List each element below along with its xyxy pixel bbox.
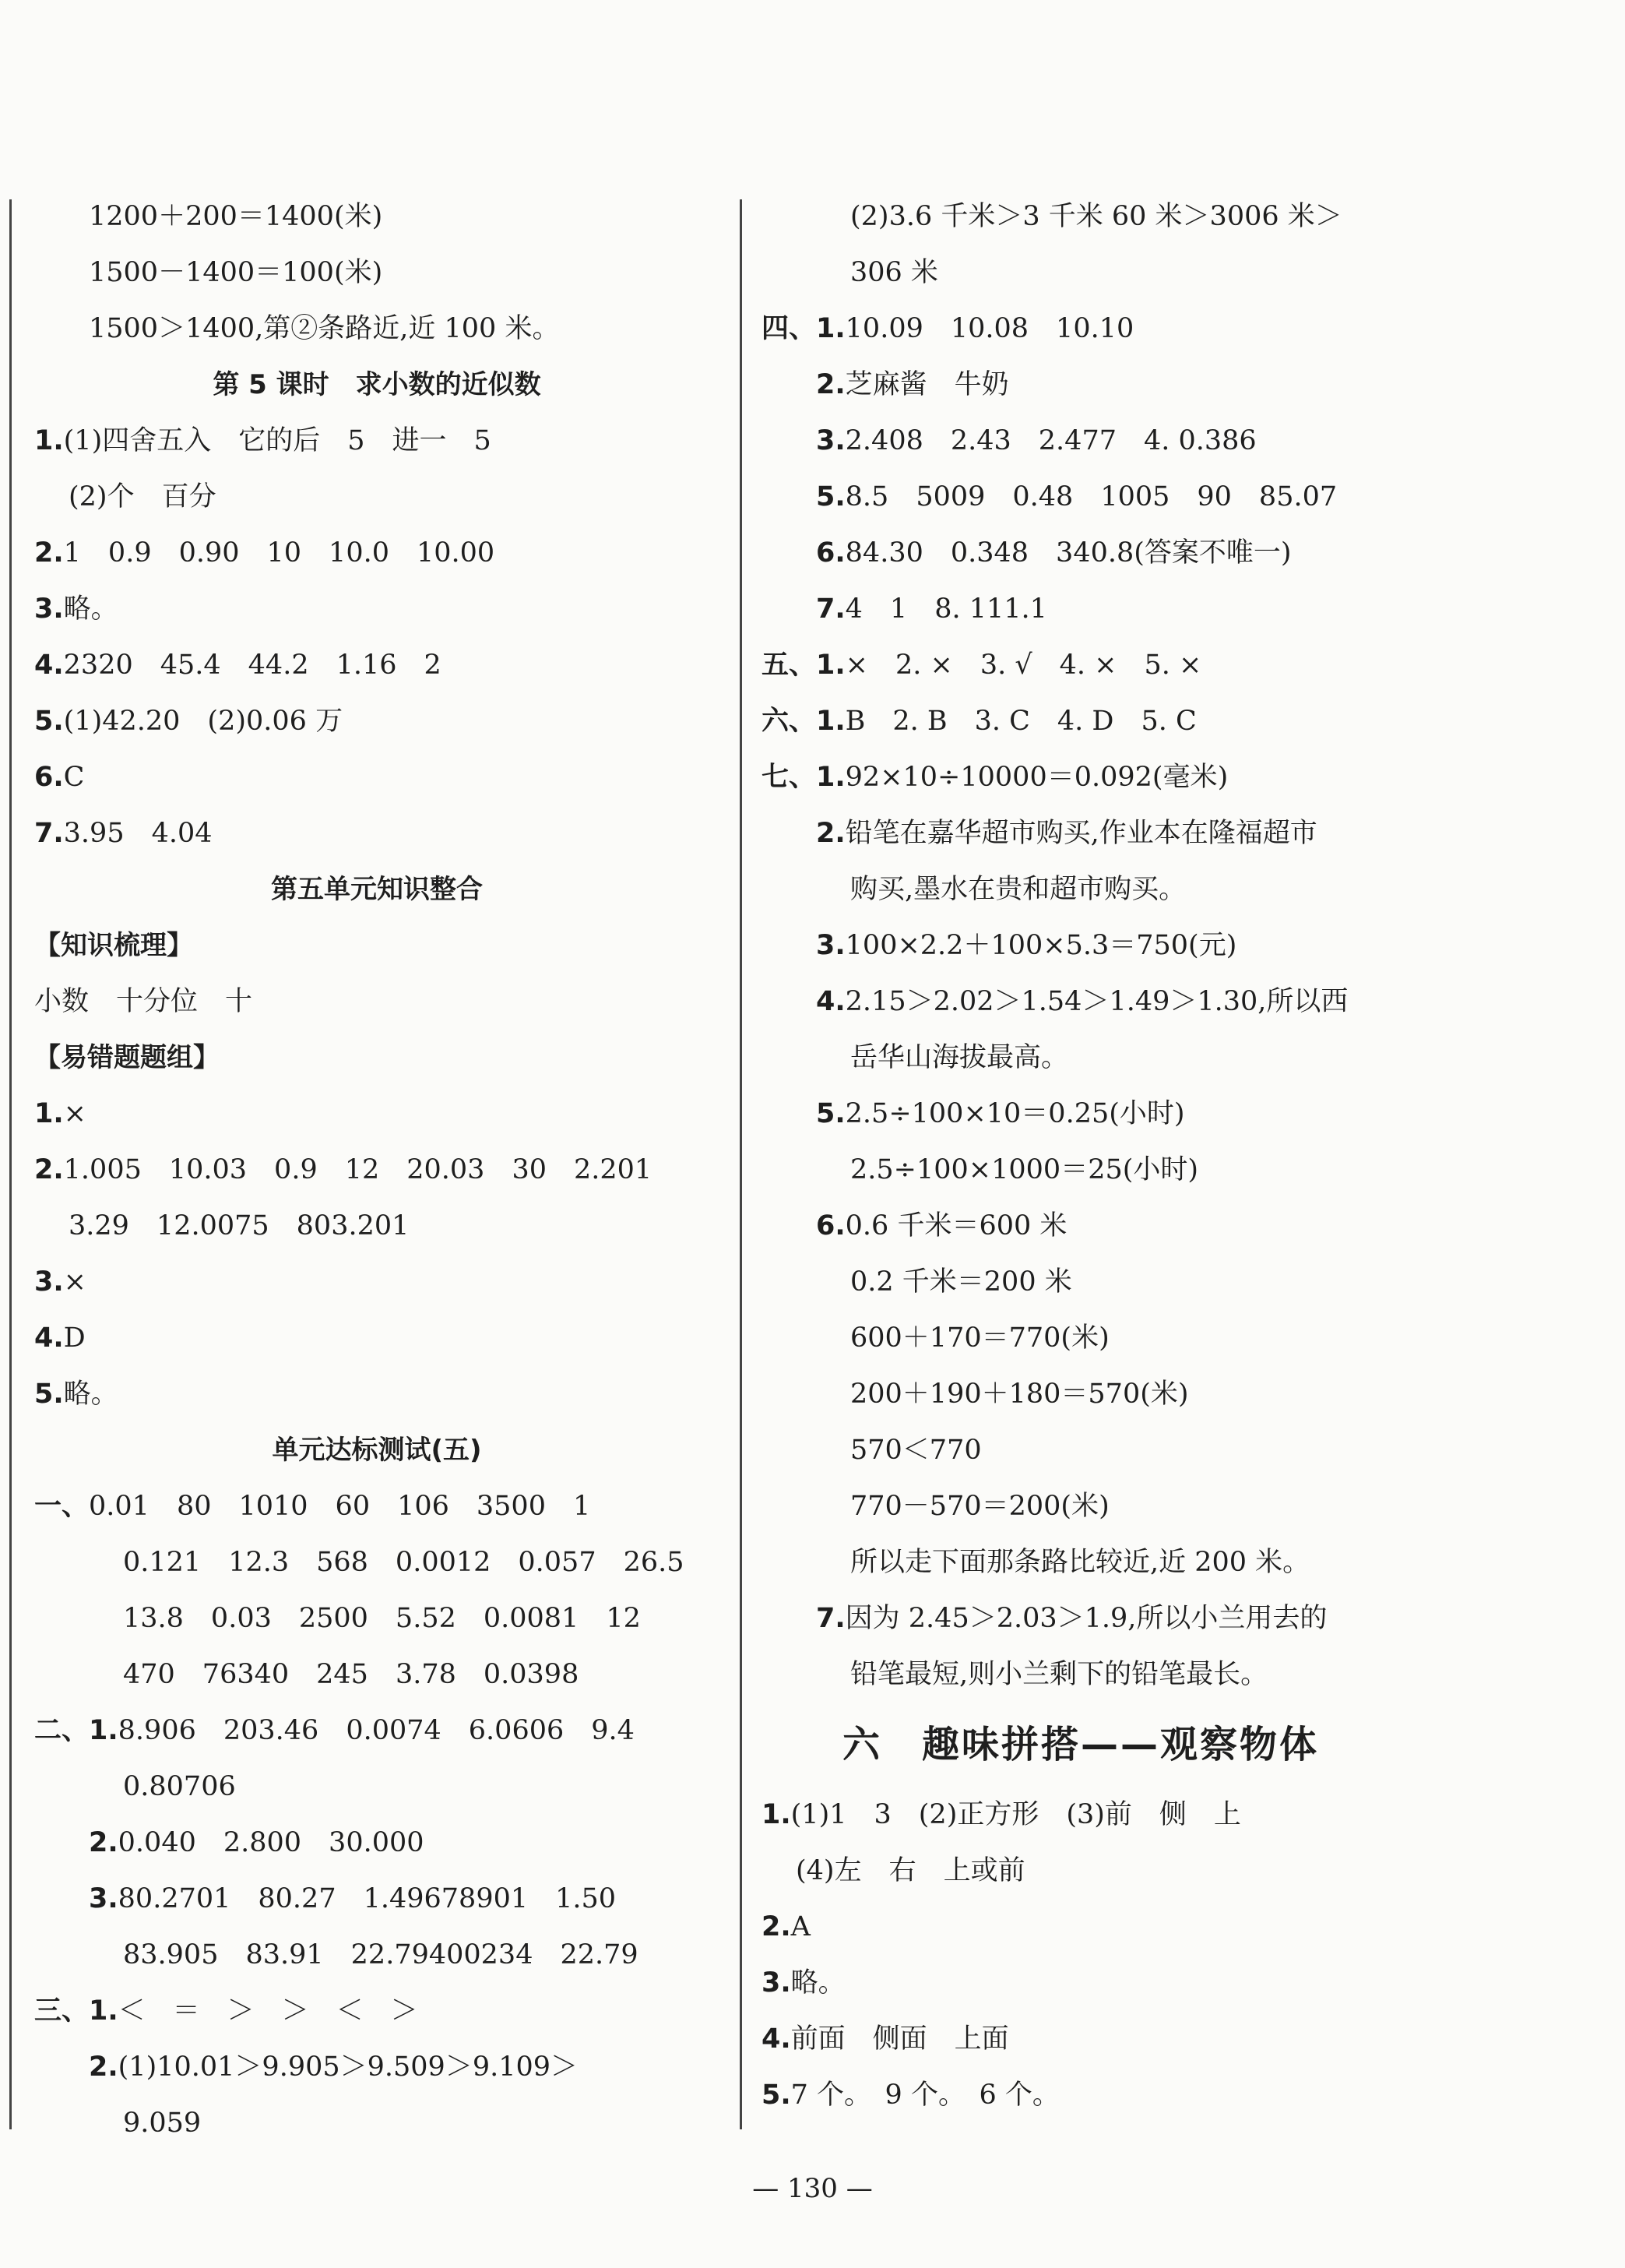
answer-line (34, 693, 719, 749)
answer-text: 0.2 千米＝200 米 (850, 1266, 1072, 1298)
right-column (761, 188, 1587, 2123)
answer-text: 1 0.9 0.90 10 10.0 10.00 (63, 537, 495, 569)
answer-line (761, 1422, 1587, 1478)
answer-line (761, 469, 1587, 525)
answer-text: 六 趣味拼搭——观察物体 (842, 1723, 1320, 1766)
question-number: 3. (34, 593, 64, 625)
answer-text: C (63, 762, 85, 793)
answer-line (761, 861, 1587, 917)
answer-line (34, 1198, 719, 1254)
question-number: 6. (34, 762, 64, 793)
answer-text: 306 米 (850, 257, 938, 288)
answer-line (761, 1955, 1587, 2011)
question-number: 2. (761, 1911, 791, 1942)
question-number: 5. (816, 1098, 846, 1129)
answer-text: 2.5÷100×10＝0.25(小时) (845, 1098, 1185, 1129)
answer-text: 2.5÷100×1000＝25(小时) (850, 1154, 1199, 1185)
answer-text: 略。 (63, 1379, 118, 1410)
question-number: 5. (816, 481, 846, 512)
answer-text: 所以走下面那条路比较近,近 200 米。 (850, 1547, 1310, 1578)
answer-line (34, 1703, 719, 1759)
answer-text: × (63, 1098, 86, 1129)
column-divider (740, 199, 742, 2129)
answer-line (34, 2095, 719, 2151)
left-margin-rule (9, 199, 12, 2129)
answer-line (761, 1534, 1587, 1590)
answer-line (34, 245, 719, 301)
answer-line (34, 1759, 719, 1815)
answer-text: 略。 (790, 1967, 846, 1999)
answer-line (761, 301, 1587, 357)
answer-line (34, 1534, 719, 1590)
answer-text: 前面 侧面 上面 (790, 2023, 1009, 2055)
answer-line (761, 1366, 1587, 1422)
answer-line (761, 917, 1587, 974)
question-number: 3. (34, 1266, 64, 1298)
answer-text: 9.059 (123, 2108, 202, 2139)
question-number: 3. (89, 1883, 118, 1914)
answer-text: 3.95 4.04 (63, 818, 213, 849)
answer-line (34, 805, 719, 861)
answer-line (761, 1198, 1587, 1254)
answer-line (761, 1142, 1587, 1198)
question-number: 2. (89, 1827, 118, 1858)
answer-text: 2.15＞2.02＞1.54＞1.49＞1.30,所以西 (845, 986, 1349, 1017)
answer-text: 单元达标测试(五) (272, 1435, 482, 1466)
answer-text: 770－570＝200(米) (850, 1491, 1110, 1522)
answer-text: 100×2.2＋100×5.3＝750(元) (845, 930, 1237, 961)
left-column (34, 188, 719, 2151)
answer-line (34, 749, 719, 805)
answer-text: 13.8 0.03 2500 5.52 0.0081 12 (123, 1603, 641, 1634)
question-number: 6. (816, 537, 846, 569)
answer-text: 3.29 12.0075 803.201 (69, 1210, 410, 1241)
question-number: 4. (761, 2023, 791, 2055)
answer-text: 8.906 203.46 0.0074 6.0606 9.4 (118, 1715, 635, 1746)
answer-line (761, 413, 1587, 469)
answer-text: 570＜770 (850, 1435, 982, 1466)
answer-line (761, 1787, 1587, 1843)
question-number: 2. (89, 2051, 118, 2083)
answer-line (761, 1843, 1587, 1899)
answer-text: 1500－1400＝100(米) (89, 257, 383, 288)
question-number: 4. (816, 986, 846, 1017)
answer-text: 购买,墨水在贵和超市购买。 (850, 874, 1187, 905)
question-number: 6. (816, 1210, 846, 1241)
answer-line (761, 1254, 1587, 1310)
answer-text: (1)42.20 (2)0.06 万 (63, 706, 343, 737)
answer-line (34, 525, 719, 581)
answer-text: 铅笔最短,则小兰剩下的铅笔最长。 (850, 1659, 1268, 1690)
answer-line (34, 188, 719, 245)
answer-text: 10.09 10.08 10.10 (845, 313, 1134, 344)
answer-line (34, 1983, 719, 2039)
answer-line (34, 1815, 719, 1871)
answer-text: 芝麻酱 牛奶 (845, 369, 1009, 400)
answer-text: 200＋190＋180＝570(米) (850, 1379, 1189, 1410)
answer-line (761, 805, 1587, 861)
question-number: 五、1. (761, 650, 846, 681)
section-heading (34, 357, 719, 413)
answer-line (761, 749, 1587, 805)
answer-line (761, 245, 1587, 301)
question-number: 四、1. (761, 313, 846, 344)
answer-line (34, 301, 719, 357)
question-number: 7. (816, 1603, 846, 1634)
answer-text: 83.905 83.91 22.79400234 22.79 (123, 1939, 638, 1970)
answer-text: 1200＋200＝1400(米) (89, 201, 383, 232)
answer-line (34, 1086, 719, 1142)
answer-line (761, 1310, 1587, 1366)
chapter-title (761, 1703, 1587, 1787)
answer-text: (4)左 右 上或前 (796, 1855, 1025, 1886)
answer-line (34, 974, 719, 1030)
question-number: 六、1. (761, 706, 846, 737)
answer-text: × (63, 1266, 86, 1298)
answer-text: 2320 45.4 44.2 1.16 2 (63, 650, 441, 681)
question-number: 7. (34, 818, 64, 849)
answer-line (34, 637, 719, 693)
answer-line (34, 1478, 719, 1534)
answer-line (761, 2067, 1587, 2123)
question-number: 1. (761, 1799, 791, 1830)
answer-text: 小数 十分位 十 (34, 986, 253, 1017)
answer-text: 600＋170＝770(米) (850, 1322, 1110, 1354)
question-number: 5. (34, 706, 64, 737)
answer-line (34, 1646, 719, 1703)
answer-text: × 2. × 3. √ 4. × 5. × (845, 650, 1202, 681)
question-number: 5. (761, 2080, 791, 2111)
answer-text: 1500＞1400,第②条路近,近 100 米。 (89, 313, 560, 344)
question-number: 4. (34, 650, 64, 681)
question-number: 七、1. (761, 762, 846, 793)
question-number: 2. (34, 537, 64, 569)
answer-line (34, 413, 719, 469)
question-number: 3. (816, 930, 846, 961)
answer-line (761, 525, 1587, 581)
question-number: 4. (34, 1322, 64, 1354)
answer-text: 92×10÷10000＝0.092(毫米) (845, 762, 1229, 793)
answer-text: 第 5 课时 求小数的近似数 (213, 369, 541, 400)
answer-line (761, 1646, 1587, 1703)
answer-text: 略。 (63, 593, 118, 625)
question-number: 3. (761, 1967, 791, 1999)
question-number: 三、1. (34, 1995, 118, 2027)
answer-text: B 2. B 3. C 4. D 5. C (845, 706, 1197, 737)
answer-text: 【知识梳理】 (34, 930, 193, 961)
answer-line (34, 2039, 719, 2095)
answer-text: 470 76340 245 3.78 0.0398 (123, 1659, 579, 1690)
answer-line (761, 1899, 1587, 1955)
answer-line (34, 1366, 719, 1422)
answer-text: 7 个。 9 个。 6 个。 (790, 2080, 1060, 2111)
answer-text: 80.2701 80.27 1.49678901 1.50 (118, 1883, 617, 1914)
answer-text: 第五单元知识整合 (271, 874, 483, 905)
answer-text: (1)10.01＞9.905＞9.509＞9.109＞ (118, 2051, 579, 2083)
section-heading (34, 861, 719, 917)
answer-text: 【易错题题组】 (34, 1042, 220, 1073)
answer-text: 铅笔在嘉华超市购买,作业本在隆福超市 (845, 818, 1317, 849)
answer-text: (1)1 3 (2)正方形 (3)前 侧 上 (790, 1799, 1241, 1830)
answer-text: 0.01 80 1010 60 106 3500 1 (89, 1491, 591, 1522)
question-number: 2. (816, 369, 846, 400)
answer-line (761, 357, 1587, 413)
answer-line (34, 1590, 719, 1646)
answer-text: (2)3.6 千米＞3 千米 60 米＞3006 米＞ (850, 201, 1342, 232)
answer-text: 1.005 10.03 0.9 12 20.03 30 2.201 (63, 1154, 652, 1185)
answer-line (761, 581, 1587, 637)
answer-text: 84.30 0.348 340.8(答案不唯一) (845, 537, 1292, 569)
answer-line (34, 1927, 719, 1983)
answer-text: 0.121 12.3 568 0.0012 0.057 26.5 (123, 1547, 684, 1578)
answer-line (34, 1871, 719, 1927)
question-number: 7. (816, 593, 846, 625)
question-number: 2. (816, 818, 846, 849)
answer-text: ＜ ＝ ＞ ＞ ＜ ＞ (118, 1995, 418, 2027)
answer-line (761, 1478, 1587, 1534)
answer-line (761, 1030, 1587, 1086)
answer-line (34, 469, 719, 525)
question-number: 1. (34, 425, 64, 456)
answer-line (761, 2011, 1587, 2067)
answer-line (34, 1254, 719, 1310)
answer-line (34, 1142, 719, 1198)
answer-text: 因为 2.45＞2.03＞1.9,所以小兰用去的 (845, 1603, 1328, 1634)
answer-text: 岳华山海拔最高。 (850, 1042, 1069, 1073)
subsection-label (34, 1030, 719, 1086)
answer-text: 2.408 2.43 2.477 4. 0.386 (845, 425, 1257, 456)
answer-line (34, 1310, 719, 1366)
answer-text: (1)四舍五入 它的后 5 进一 5 (63, 425, 491, 456)
answer-text: 0.6 千米＝600 米 (845, 1210, 1068, 1241)
answer-line (761, 637, 1587, 693)
subsection-label (34, 917, 719, 974)
section-heading (34, 1422, 719, 1478)
answer-line (761, 1086, 1587, 1142)
question-number: 一、 (34, 1491, 90, 1522)
question-number: 3. (816, 425, 846, 456)
answer-text: (2)个 百分 (69, 481, 216, 512)
answer-text: 0.040 2.800 30.000 (118, 1827, 424, 1858)
answer-line (761, 693, 1587, 749)
answer-text: D (63, 1322, 86, 1354)
page-number: — 130 — (752, 2173, 873, 2204)
answer-line (761, 1590, 1587, 1646)
answer-text: 4 1 8. 111.1 (845, 593, 1047, 625)
answer-line (34, 581, 719, 637)
answer-line (761, 188, 1587, 245)
answer-text: 8.5 5009 0.48 1005 90 85.07 (845, 481, 1338, 512)
question-number: 5. (34, 1379, 64, 1410)
question-number: 1. (34, 1098, 64, 1129)
answer-text: A (790, 1911, 811, 1942)
answer-text: 0.80706 (123, 1771, 236, 1802)
question-number: 2. (34, 1154, 64, 1185)
question-number: 二、1. (34, 1715, 118, 1746)
answer-line (761, 974, 1587, 1030)
